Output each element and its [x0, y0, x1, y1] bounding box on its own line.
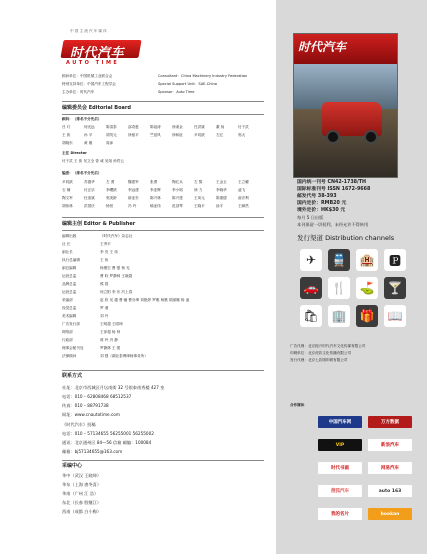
issn-line: 国际标准刊号 ISSN 1672-9668 [297, 187, 371, 192]
advisor-name: 徐和谊 [172, 133, 183, 137]
divider [62, 217, 264, 218]
director-names: 付于武 王 侠 吴文全 曾 诚 吴翊 孙哲云 [62, 159, 124, 163]
cover-wheel [326, 130, 340, 144]
member-name: 陈兴林 [150, 196, 161, 200]
gift-icon: 🎁 [356, 305, 378, 327]
contact-line: 网址：www.cnautotime.com [62, 412, 120, 417]
member-name: 王凤元 [194, 196, 205, 200]
editorial-names: 刘 丹 [100, 314, 109, 318]
editorial-role: 美术编辑 [62, 314, 77, 318]
submission-line: 《时代汽车》投稿 [62, 422, 96, 427]
advisor-name: 胡茂元 [106, 133, 117, 137]
advisor-name: 周沛 [106, 141, 114, 145]
bureau-line: 华中（武汉 王晓坤） [62, 473, 102, 478]
advisor-name: 郭大 [238, 133, 246, 137]
advisor-name: 陈祖涛 [150, 125, 161, 129]
bureau-line: 东北（长春 殷继江） [62, 500, 102, 505]
member-name: 李晓华 [216, 188, 227, 192]
member-name: 石 楠 [62, 188, 71, 192]
distribution-title: 发行渠道 Distribution channels [297, 234, 395, 242]
member-name: 李远建 [128, 188, 139, 192]
member-name: 李曙跃 [106, 188, 117, 192]
agency-line: 发行代理：北京七彩图印刷有限公司 [290, 358, 348, 362]
contact-line: 电话：010 – 62808468 68512537 [62, 394, 132, 399]
magazine-cover [293, 33, 398, 178]
member-name: 王瞬然 [238, 204, 249, 208]
cover-title: 时代汽车 [298, 40, 347, 54]
editorial-role: 执行总编辑 [62, 258, 80, 262]
airplane-icon: ✈ [300, 249, 322, 271]
editorial-board-title: 编辑委员会 Editorial Board [62, 105, 131, 111]
member-name: 苏德华 [84, 180, 95, 184]
book-icon: 📖 [384, 305, 406, 327]
editorial-names: 何立阳 李 东 冯上春 [100, 290, 133, 294]
support-en: Special Support Unit：SAE-China [158, 82, 217, 86]
member-name: 洪国庆 [84, 204, 95, 208]
member-name: 王金玉 [216, 180, 227, 184]
editorial-role: 广告发行部 [62, 322, 80, 326]
advisor-name: 尹同跃 [194, 133, 205, 137]
member-name: 陈重德 [216, 196, 227, 200]
bureaus-title: 采编中心 [62, 463, 83, 469]
issn-line: 每月 5 日出版 [297, 215, 324, 220]
partner-logo: 搜狐汽车 [318, 485, 362, 497]
sponsor-en: Sponsor：Auto Time [158, 90, 195, 94]
divider [62, 460, 264, 461]
support-cn: 特别支持单位：中国汽车工程学会 [62, 82, 116, 86]
advisor-name: 徐留平 [128, 133, 139, 137]
partner-logo: 网易汽车 [368, 462, 412, 474]
member-name: 陶红兵 [172, 180, 183, 184]
director-label: 主任 Director [62, 151, 87, 155]
cutlery-icon: 🍴 [328, 277, 350, 299]
editorial-role: 品牌总监 [62, 282, 77, 286]
member-name: 杨恒 [106, 204, 114, 208]
editorial-role: 运营总监 [62, 290, 77, 294]
partner-logo: 新浪汽车 [368, 439, 412, 451]
issn-line: 国内统一刊号 CN42-1738/TH [297, 180, 367, 185]
divider [62, 101, 264, 102]
member-name: 张勇 [150, 180, 158, 184]
editorial-names: 刘 强（湖北泰博律师事务所） [100, 354, 148, 358]
editorial-role: 采编部 [62, 298, 73, 302]
member-name: 王立曜 [238, 180, 249, 184]
editorial-role: 副总编辑 [62, 266, 77, 270]
editorial-names: 王秀平 [100, 242, 111, 246]
advisor-name: 左红 [216, 133, 224, 137]
member-name: 俞宏利 [238, 196, 249, 200]
divider [62, 370, 264, 371]
contact-title: 联系方式 [62, 373, 83, 379]
editorial-names: 王明超 王昭坤 [100, 322, 123, 326]
member-name: 杜奎斌 [84, 196, 95, 200]
shopping-icon: 🛍 [300, 305, 322, 327]
member-name: 胡伟林 [62, 204, 73, 208]
advisor-name: 徐秉金 [172, 125, 183, 129]
editorial-role: 编辑出版 [62, 234, 77, 238]
issn-line: 本刊保留一切权利，未经允许不得转用 [297, 222, 369, 227]
cover-wheel [364, 130, 378, 144]
contact-line: 传真：010 – 88791738 [62, 403, 109, 408]
member-name: 陶文军 [62, 196, 73, 200]
issn-line: 邮发代号 38-393 [297, 194, 337, 199]
editorial-role: 副社长 [62, 250, 73, 254]
member-name: 范剑琴 [172, 204, 183, 208]
editorial-names: 王 伟 [100, 258, 109, 262]
partner-logo: auto 163 [368, 485, 412, 497]
bureau-line: 华南（广州 江 浩） [62, 491, 99, 496]
editorial-role: 法律顾问 [62, 354, 77, 358]
glass-icon: 🍸 [384, 277, 406, 299]
advisor-name: 胡晓东 [62, 141, 73, 145]
consultant-en: Consultant：China Machinery Industry Federation [158, 74, 248, 78]
editorial-role: 运营总监 [62, 274, 77, 278]
divider [62, 114, 264, 115]
editorial-role: 理事会秘书处 [62, 346, 84, 350]
advisor-name: 任洪斌 [194, 125, 205, 129]
train-icon: 🚆 [328, 249, 350, 271]
member-name: 李小明 [172, 188, 183, 192]
submission-line: 邮箱：bj57134655@163.com [62, 449, 123, 454]
member-name: 李亚辉 [150, 188, 161, 192]
advisor-name: 陈清泰 [106, 125, 117, 129]
advisor-name: 何光远 [84, 125, 95, 129]
member-name: 凌飞 [238, 188, 246, 192]
member-name: 徐 力 [194, 188, 203, 192]
advisors-label: 顾问：（排名不分先后） [62, 117, 102, 121]
golf-icon: ⛳ [356, 277, 378, 299]
editorial-role: 视觉总监 [62, 306, 77, 310]
advisor-name: 王 侠 [62, 133, 71, 137]
building-icon: 🏢 [328, 305, 350, 327]
editorial-role: 网络部 [62, 330, 73, 334]
hotel-icon: 🏨 [356, 249, 378, 271]
partner-logo: VIP [318, 439, 362, 451]
editorial-names: 杨墨空 曹 强 杨 光 [100, 266, 130, 270]
consultant-cn: 顾问单位：中国机械工业联合会 [62, 74, 113, 78]
member-name: 付正乐 [84, 188, 95, 192]
members-label: 编委：（排名不分先后） [62, 171, 102, 175]
submission-line: 通讯：北京通州区 84—56 信箱 邮编：100084 [62, 440, 152, 445]
editorial-names: 李 亮 王 伟 [100, 250, 118, 254]
partner-logo: 中国汽车网 [318, 416, 362, 428]
member-name: 郭美龄 [106, 196, 117, 200]
editorial-names: 罗 谨 [100, 306, 109, 310]
sponsor-cn: 主办单位：时代汽车 [62, 90, 95, 94]
bureau-line: 华东（上海 唐冬喜） [62, 482, 102, 487]
editorial-names: 王萍超 杨 帅 [100, 330, 121, 334]
logo-text: 时代汽车 [70, 46, 125, 61]
advisor-name: 邵奇惠 [128, 125, 139, 129]
advisor-name: 吕 玎 [62, 125, 71, 129]
tagline: 中 国 主 流 汽 车 媒 体 [70, 29, 107, 33]
editorial-role: 社 长 [62, 242, 71, 246]
advisor-name: 竺延风 [150, 133, 161, 137]
member-name: 薛亚东 [128, 196, 139, 200]
member-name: 涂宇 [216, 204, 224, 208]
member-name: 魏建军 [128, 180, 139, 184]
contact-line: 社址：北京市西城区月坛南街 32 号银泰南秀楼 427 室 [62, 385, 165, 390]
car-icon: 🚗 [300, 277, 322, 299]
editorial-role: 行政部 [62, 338, 73, 342]
member-name: 尹同跃 [62, 180, 73, 184]
editorial-names: 熊 勋 [100, 282, 109, 286]
member-name: 王晓平 [194, 204, 205, 208]
advisor-name: 孙 平 [84, 133, 93, 137]
partner-logo: bookan [368, 508, 412, 520]
editorial-names: 蒋 玲 冯 静 [100, 338, 118, 342]
divider [62, 230, 264, 231]
editorial-names: 《时代汽车》杂志社 [100, 234, 133, 238]
member-name: 喻亚伟 [150, 204, 161, 208]
editorial-names: 赵 欣 吴 越 曹 骊 曹亦坤 刘艳婷 罗雅 杨墨 胡丽娜 杨 凌 [100, 298, 190, 302]
bureau-line: 西南（成都 白小梅） [62, 509, 102, 514]
submission-line: 电话：010 – 57134655 56255001 56255002 [62, 431, 154, 436]
issn-line: 国内定价：RMB20 元 [297, 201, 347, 206]
parking-icon: 🅿 [384, 249, 406, 271]
member-name: 左 黎 [194, 180, 203, 184]
editor-publisher-title: 编辑主创 Editor & Publisher [62, 221, 136, 227]
advisor-name: 付于武 [238, 125, 249, 129]
member-name: 左 勇 [106, 180, 115, 184]
advisor-name: 黄 刚 [84, 141, 93, 145]
agency-line: 印刷单位：北京虎彩文化传播有限公司 [290, 351, 352, 355]
editorial-names: 曹 昀 罗静林 王晓超 [100, 274, 133, 278]
advisor-name: 董 扬 [216, 125, 225, 129]
partner-logo: 万方数据 [368, 416, 412, 428]
partners-label: 合作媒体 [290, 403, 305, 407]
partner-logo: 时代书画 [318, 462, 362, 474]
logo-subtitle: AUTO TIME [66, 60, 120, 66]
partner-logo: 我的名片 [318, 508, 362, 520]
member-name: 冯 玲 [128, 204, 137, 208]
editorial-names: 罗静林 王 缇 [100, 346, 121, 350]
issn-line: 境外定价：HK$30 元 [297, 208, 346, 213]
agency-line: 广告代理：北京振兴时代汽车文化传媒有限公司 [290, 344, 366, 348]
member-name: 陈兴建 [172, 196, 183, 200]
